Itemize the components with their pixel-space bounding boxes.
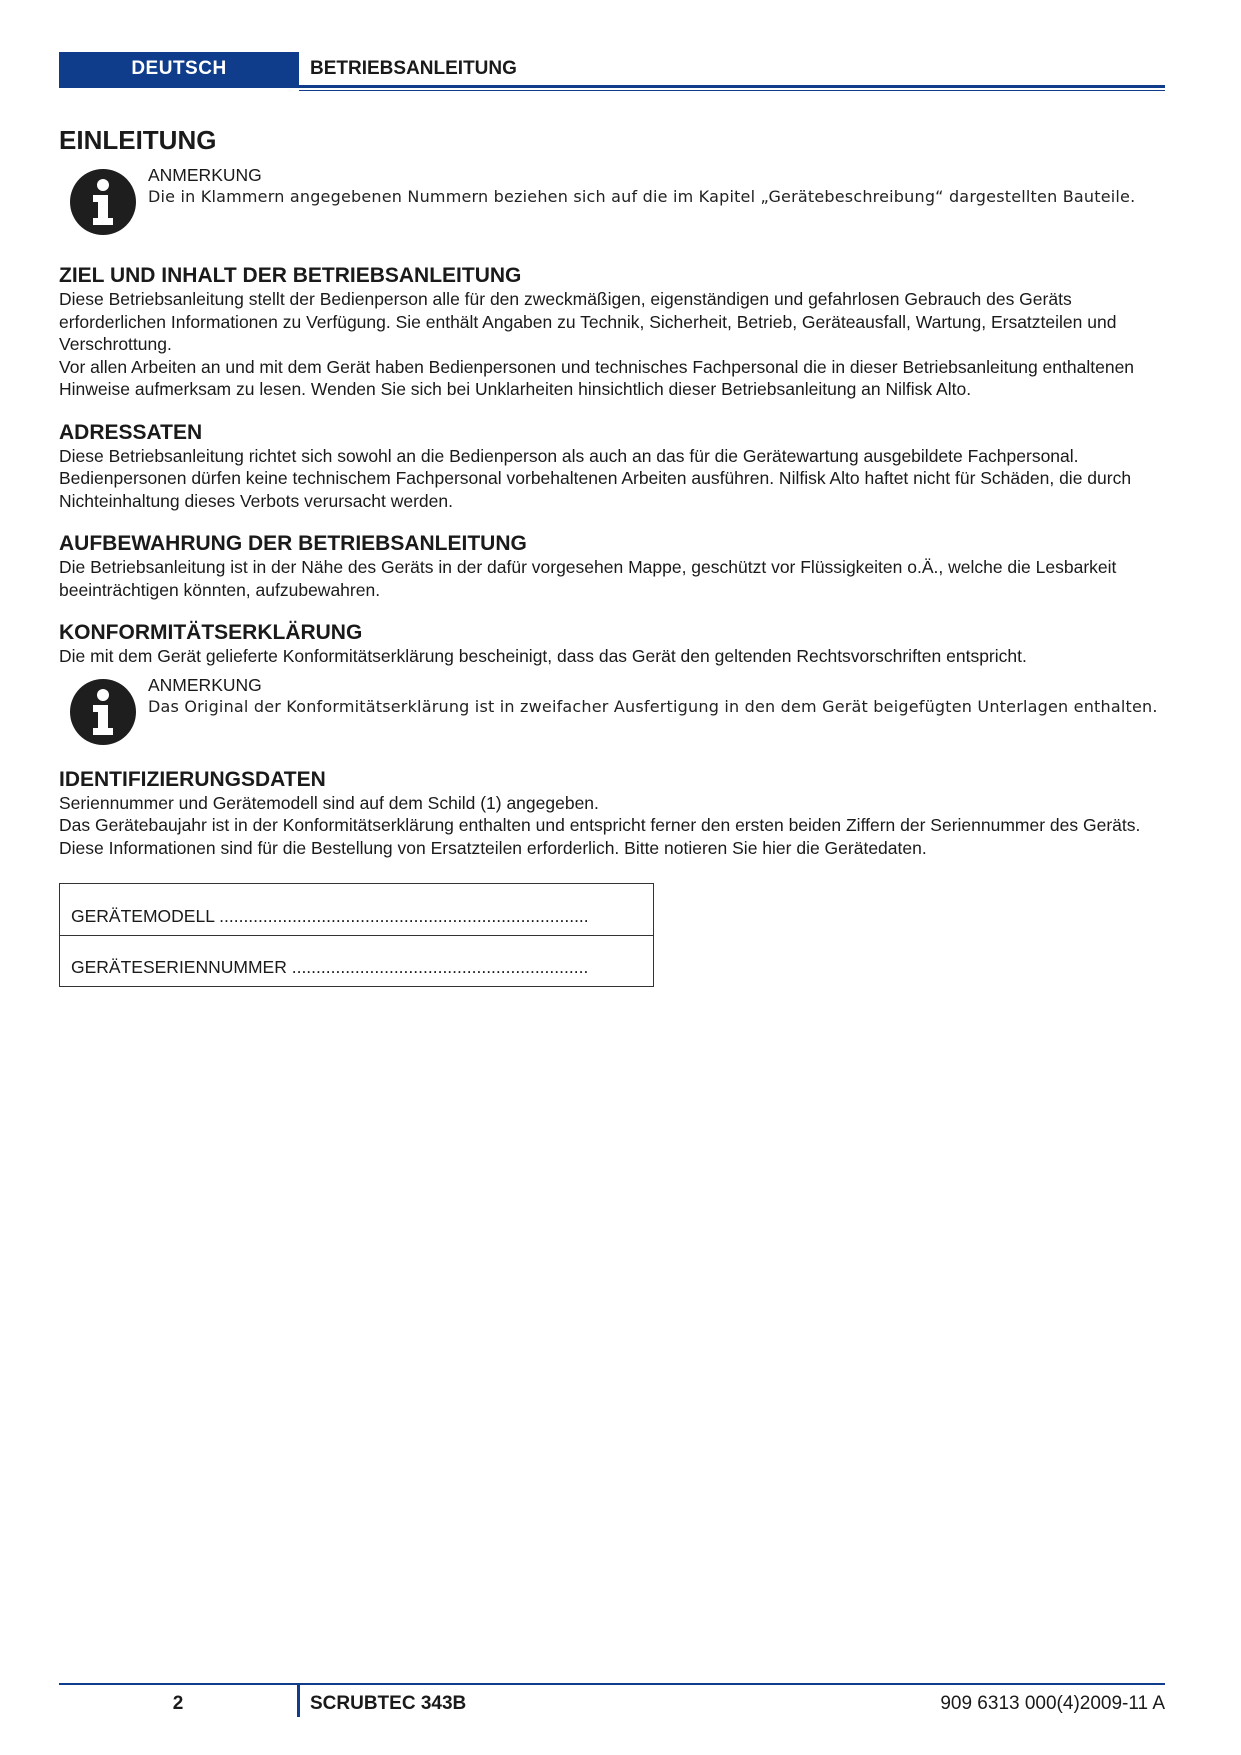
note-text: Das Original der Konformitätserklärung ist in zweifacher Ausfertigung in den dem Gerät beigefügten Unterlagen enthalten. xyxy=(148,696,1158,716)
section-storage xyxy=(59,532,1169,601)
section-title: AUFBEWAHRUNG DER BETRIEBSANLEITUNG xyxy=(59,532,527,555)
info-icon xyxy=(69,168,137,236)
paragraph: Seriennummer und Gerätemodell sind auf dem Schild (1) angegeben. xyxy=(59,792,599,813)
section-identification xyxy=(59,768,1169,988)
section-title: KONFORMITÄTSERKLÄRUNG xyxy=(59,621,363,644)
footer-divider xyxy=(297,1685,300,1717)
page-footer xyxy=(59,1683,1165,1733)
paragraph: Die mit dem Gerät gelieferte Konformitätserklärung bescheinigt, dass das Gerät den geltenden Rechtsvorschriften entspricht. xyxy=(59,646,1027,666)
section-addressees xyxy=(59,421,1169,513)
field-device-model: GERÄTEMODELL ............................................................................ xyxy=(71,906,589,926)
paragraph: Diese Informationen sind für die Bestellung von Ersatzteilen erforderlich. Bitte notieren Sie hier die Gerätedaten. xyxy=(59,837,927,858)
note-intro xyxy=(59,164,1169,234)
note-label: ANMERKUNG xyxy=(148,674,262,695)
header-title: BETRIEBSANLEITUNG xyxy=(310,57,517,79)
header-rule-thin xyxy=(299,90,1165,91)
model-name: SCRUBTEC 343B xyxy=(310,1693,467,1714)
page-number: 2 xyxy=(172,1693,184,1714)
page-title: EINLEITUNG xyxy=(59,125,217,155)
paragraph: Vor allen Arbeiten an und mit dem Gerät haben Bedienpersonen und technisches Fachpersonal die in dieser Betriebsanleitung enthaltenen Hinweise aufmerksam zu lesen. Wenden Sie sich bei Unklarheiten hinsichtlich dieser Betriebsanleitung an Nilfisk Alto. xyxy=(59,356,1135,399)
note-conformity xyxy=(59,674,1169,744)
document-body xyxy=(59,124,1169,987)
footer-rule xyxy=(59,1683,1165,1685)
field-serial-number: GERÄTESERIENNUMMER ............................................................. xyxy=(60,935,653,986)
paragraph: Das Gerätebaujahr ist in der Konformitätserklärung enthalten und entspricht ferner den ersten beiden Ziffern der Seriennummer des Geräts. xyxy=(59,815,1141,835)
page-header xyxy=(59,52,1165,92)
section-title: ADRESSATEN xyxy=(59,420,203,444)
info-icon xyxy=(69,678,137,746)
section-purpose xyxy=(59,264,1169,401)
section-title: ZIEL UND INHALT DER BETRIEBSANLEITUNG xyxy=(59,264,522,287)
note-text: Die in Klammern angegebenen Nummern beziehen sich auf die im Kapitel „Gerätebeschreibung“ dargestellten Bauteile. xyxy=(148,187,1136,206)
note-label: ANMERKUNG xyxy=(148,165,262,185)
document-number: 909 6313 000(4)2009-11 A xyxy=(940,1693,1165,1714)
header-rule xyxy=(59,85,1165,88)
section-conformity xyxy=(59,621,1169,744)
language-label: DEUTSCH xyxy=(59,52,299,85)
section-title: IDENTIFIZIERUNGSDATEN xyxy=(59,767,326,791)
identification-table xyxy=(59,883,654,987)
paragraph: Diese Betriebsanleitung stellt der Bedienperson alle für den zweckmäßigen, eigenständigen und gefahrlosen Gebrauch des Geräts erforderlichen Informationen zu Verfügung. Sie enthält Angaben zu Technik, Sicherheit, Betrieb, Geräteausfall, Wartung, Ersatzteilen und Verschrottung. xyxy=(59,289,1117,354)
paragraph: Diese Betriebsanleitung richtet sich sowohl an die Bedienperson als auch an das für die Gerätewartung ausgebildete Fachpersonal. Bedienpersonen dürfen keine technischem Fachpersonal vorbehaltenen Arbeiten ausführen. Nilfisk Alto haftet nicht für Schäden, die durch Nichteinhaltung dieses Verbots verursacht werden. xyxy=(59,445,1132,511)
paragraph: Die Betriebsanleitung ist in der Nähe des Geräts in der dafür vorgesehen Mappe, geschützt vor Flüssigkeiten o.Ä., welche die Lesbarkeit beeinträchtigen könnten, aufzubewahren. xyxy=(59,557,1117,600)
